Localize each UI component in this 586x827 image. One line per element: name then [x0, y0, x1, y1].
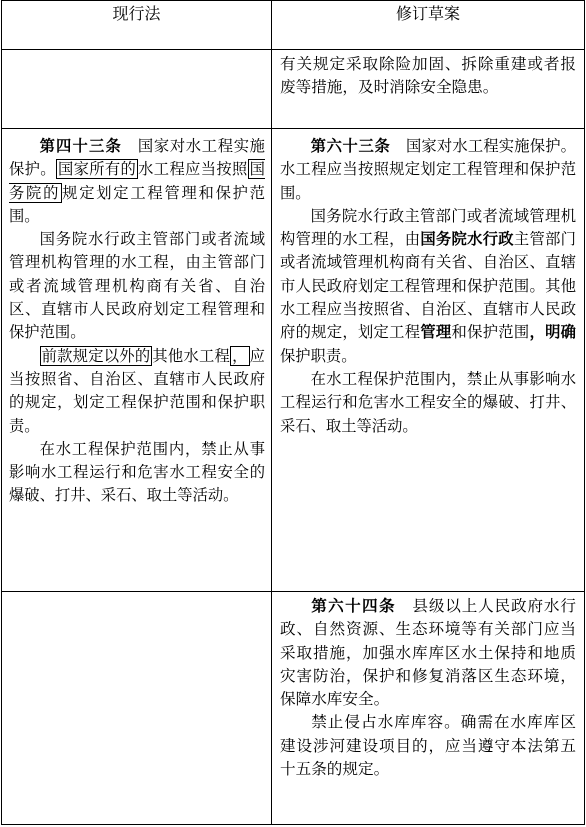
- article-43-para4: 在水工程保护范围内，禁止从事影响水工程运行和危害水工程安全的爆破、打井、采石、取土等活动。: [9, 439, 265, 505]
- deleted-text-box: 前款规定以外的: [41, 346, 151, 365]
- row1-draft-text: 有关规定采取除险加固、拆除重建或者报废等措施，及时消除安全隐患。: [280, 55, 576, 97]
- article-43-para2: 国务院水行政主管部门或者流域管理机构管理的水工程，由主管部门或者流域管理机构商有关省、自治区、直辖市人民政府划定工程管理和保护范围。: [9, 230, 265, 342]
- article-43-title: 第四十三条: [39, 137, 122, 155]
- deleted-text-box: ，: [232, 346, 248, 365]
- row3-draft-cell: [272, 592, 585, 825]
- added-text: 国务院水行政: [420, 230, 514, 249]
- row2-current-cell: [2, 129, 272, 592]
- article-64-title: 第六十四条: [311, 597, 396, 615]
- header-current-law: 现行法: [2, 1, 272, 50]
- article-64-para2: 禁止侵占水库库容。确需在水库库区建设涉河建设项目的，应当遵守本法第五十五条的规定。: [280, 713, 576, 779]
- row1-current-cell: [2, 50, 272, 129]
- deleted-text-box: 国家所有的: [57, 160, 137, 179]
- article-63-para2: 国务院水行政主管部门或者流域管理机构管理的水工程，由国务院水行政主管部门或者流域管理机构商有关省、自治区、直辖市人民政府划定工程管理和保护范围。其他水工程应当按照省、自治区、直辖市人民政府的规定，划定工程管理和保护范围，明确保护职责。: [280, 206, 576, 365]
- deleted-text-box: 国务院的: [9, 160, 265, 202]
- article-63-para3: 在水工程保护范围内，禁止从事影响水工程运行和危害水工程安全的爆破、打井、采石、取土等活动。: [280, 369, 576, 435]
- added-text: 管理: [420, 323, 452, 342]
- row3-current-cell: [2, 592, 272, 825]
- article-63-para1: 第六十三条 国家对水工程实施保护。水工程应当按照规定划定工程管理和保护范围。: [280, 137, 576, 202]
- added-text: ，明确: [529, 323, 576, 342]
- article-43-para1: 第四十三条 国家对水工程实施保护。 国家所有的 水工程应当按照 国务院的 规定划定工程管理和保护范围。: [9, 137, 265, 225]
- row2-draft-cell: [272, 129, 585, 592]
- article-63-title: 第六十三条: [310, 137, 391, 155]
- header-draft-revision: 修订草案: [272, 1, 585, 50]
- article-43-para3: 前款规定以外的 其他水工程 ， 应当按照省、自治区、直辖市人民政府的规定，划定工程保护范围和保护职责。: [9, 346, 265, 435]
- article-64-para1: 第六十四条 县级以上人民政府水行政、自然资源、生态环境等有关部门应当采取措施，加强水库库区水土保持和地质灾害防治，保护和修复消落区生态环境，保障水库安全。: [280, 597, 576, 709]
- row1-draft-cell: [272, 50, 585, 129]
- comparison-table: [1, 0, 585, 825]
